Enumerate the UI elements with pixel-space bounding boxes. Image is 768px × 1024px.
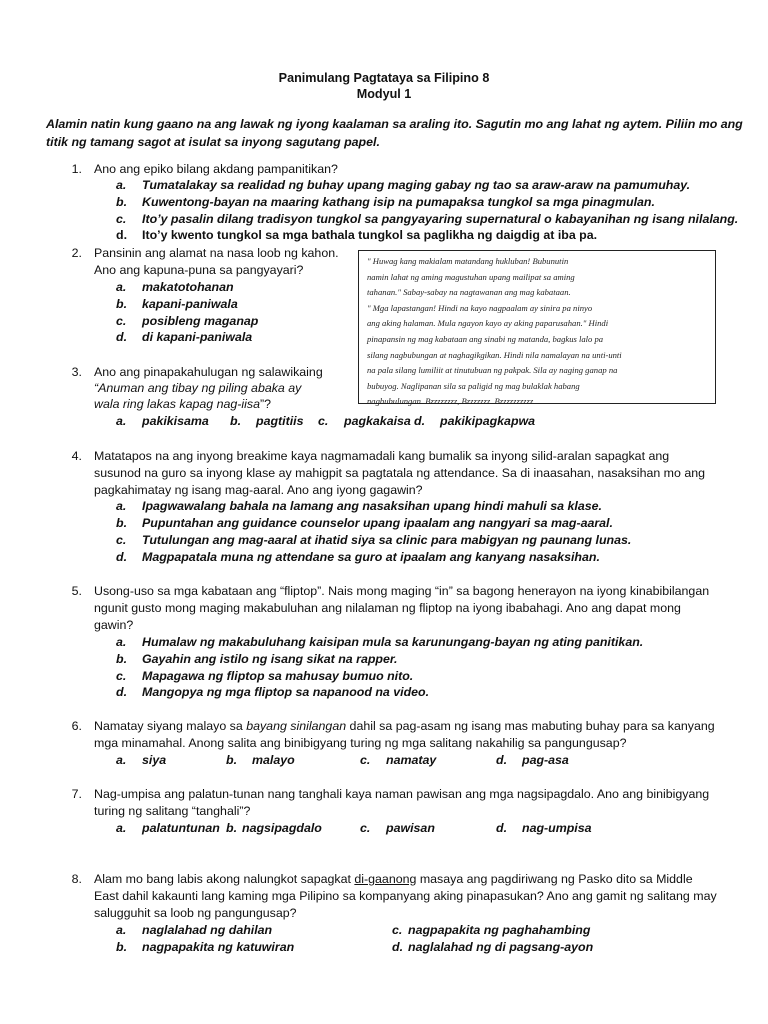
legend-text-box (358, 250, 716, 407)
question-text-line: pagkahimatay ng isang mag-aaral. Ano ang iyong gagawin? (94, 483, 423, 497)
option-a: a. naglalahad ng dahilan (116, 923, 273, 937)
option-b: b. Pupuntahan ang guidance counselor upang ipaalam ang nangyari sa mag-aaral. (116, 516, 613, 530)
question-text-line: salugguhit sa loob ng pangungusap? (94, 906, 297, 920)
option-d: d. di kapani-paniwala (116, 330, 253, 344)
question-number: 5. (71, 584, 82, 598)
question-text-line: Ano ang kapuna-puna sa pangyayari? (94, 263, 304, 277)
box-line: bubuyog. Naglipanan sila sa paligid ng mag bulaklak habang (367, 380, 580, 391)
question-text-line: Usong-uso sa mga kabataan ang “fliptop”. Nais mong maging “in” sa bagong henerayon na iyong kinabibilangan (94, 584, 710, 598)
box-line: " Mga lapastangan! Hindi na kayo nagpaalam ay sinira pa ninyo (367, 302, 593, 313)
option-a: a. siya (116, 753, 167, 767)
page-title: Panimulang Pagtataya sa Filipino 8 (278, 71, 490, 85)
option-d: d. pakikipagkapwa (414, 414, 536, 428)
option-b: b. nagpapakita ng katuwiran (116, 940, 295, 954)
question-number: 8. (71, 872, 82, 886)
page-subtitle: Modyul 1 (356, 87, 412, 101)
option-d: d. pag-asa (496, 753, 569, 767)
question-text-line: ngunit gusto mong maging makabuluhan ang nilalaman ng fliptop na iyong ibabahagi. Ano ang dapat mong (94, 601, 681, 615)
question-text-line: susunod na guro sa inyong klase ay mahigpit sa pagtatala ng attendance. Sa di inaasahan, nasaksihan mo ang (94, 466, 706, 480)
option-d: d. nag-umpisa (496, 821, 592, 835)
box-line: ang aking halaman. Mula ngayon kayo ay aking paparusahan." Hindi (367, 318, 609, 329)
option-c: c. pawisan (360, 821, 435, 835)
question-text-line: Nag-umpisa ang palatun-tunan nang tanghali kaya naman pawisan ang mga nagsipagdalo. Ano ang binibigyang (94, 787, 710, 801)
option-d: d. Magpapatala muna ng attendane sa guro at ipaalam ang kanyang nasaksihan. (116, 550, 600, 564)
option-c: c. nagpapakita ng paghahambing (392, 923, 591, 937)
question-number: 7. (71, 787, 82, 801)
question-text-line: turing ng salitang “tanghali”? (94, 804, 251, 818)
box-line: nagbubulungan. Bzzzzzzzz, Bzzzzzzz. Bzzzzzzzzzz (367, 396, 534, 407)
option-b: b. malayo (226, 753, 295, 767)
option-c: c. pagkakaisa (318, 414, 411, 428)
question-text-line: mga minamahal. Anong salita ang binibigyang turing ng mga salitang nakahilig sa pangungusap? (94, 736, 627, 750)
option-d: d. Ito’y kwento tungkol sa mga bathala tungkol sa paglikha ng daigdig at iba pa. (116, 228, 598, 242)
question-text-line: gawin? (94, 618, 134, 632)
option-c: c. namatay (360, 753, 437, 767)
option-a: a. palatuntunan (116, 821, 220, 835)
box-line: tahanan." Sabay-sabay na nagtawanan ang mag kabataan. (367, 287, 571, 298)
instructions: Alamin natin kung gaano na ang lawak ng iyong kaalaman sa araling ito. Sagutin mo ang lahat ng aytem. Piliin mo ang titik ng tamang sagot at isulat sa inyong sagutang papel. (46, 117, 743, 149)
underlined-word: di-gaanong (354, 872, 417, 886)
box-line: " Huwag kang makialam matandang hukluban! Bubunutin (367, 256, 569, 266)
option-b: b. Kuwentong-bayan na maaring kathang isip na pumapaksa tungkol sa mga pinagmulan. (116, 195, 655, 209)
question-number: 6. (71, 719, 82, 733)
question-number: 3. (71, 365, 82, 379)
box-line: pinapansin ng mag kabataan ang sinabi ng matanda, bagkus lalo pa (367, 333, 604, 344)
option-a: a. Tumatalakay sa realidad ng buhay upang maging gabay ng tao sa araw-araw na pamumuhay. (116, 178, 691, 192)
question-number: 2. (71, 246, 82, 260)
option-c: c. posibleng maganap (116, 314, 259, 328)
question-text-line: Namatay siyang malayo sa bayang sinilangan dahil sa pag-asam ng isang mas mabuting buhay para sa kanyang (94, 719, 715, 733)
italic-phrase: bayang sinilangan (246, 719, 347, 733)
option-c: c. Mapagawa ng fliptop sa mahusay bumuo nito. (116, 669, 414, 683)
option-b: b. kapani-paniwala (116, 297, 238, 311)
box-line: na pala silang lumiliit at tinutubuan ng pakpak. Sila ay naging ganap na (367, 365, 618, 376)
question-text-line: Ano ang pinapakahulugan ng salawikaing (94, 365, 323, 379)
question-number: 4. (71, 449, 82, 463)
option-a: a. Ipagwawalang bahala na lamang ang nasaksihan upang hindi mahuli sa klase. (116, 499, 602, 513)
option-c: c. Ito’y pasalin dilang tradisyon tungkol sa pangyayaring supernatural o kabayanihan ng isang nilalang. (116, 212, 739, 226)
question-text: Ano ang epiko bilang akdang pampanitikan? (94, 162, 338, 176)
question-text-line: Alam mo bang labis akong nalungkot sapagkat di-gaanong masaya ang pagdiriwang ng Pasko dito sa Middle (94, 872, 693, 886)
question-text-line: Pansinin ang alamat na nasa loob ng kahon. (94, 246, 339, 260)
option-d: d. naglalahad ng di pagsang-ayon (392, 940, 594, 954)
proverb-line: wala ring lakas kapag nag-iisa”? (94, 397, 272, 411)
box-line: silang nagbubungan at naghagikgikan. Hindi nila namalayan na unti-unti (367, 349, 622, 360)
proverb-line: “Anuman ang tibay ng piling abaka ay (94, 381, 302, 395)
question-text-line: East dahil kakaunti lang kaming mga Pilipino sa kompanyang aking pinapasukan? Ano ang gamit ng salitang may (94, 889, 717, 903)
option-a: a. pakikisama (116, 414, 209, 428)
option-d: d. Mangopya ng mga fliptop sa napanood na video. (116, 685, 430, 699)
option-a: a. makatotohanan (116, 280, 234, 294)
option-b: b. nagsipagdalo (226, 821, 322, 835)
box-line: namin lahat ng aming magustuhan upang mailipat sa aming (367, 271, 575, 282)
option-b: b. pagtitiis (230, 414, 304, 428)
option-b: b. Gayahin ang istilo ng isang sikat na rapper. (116, 652, 398, 666)
question-text-line: Matatapos na ang inyong breakime kaya nagmamadali kang bumalik sa inyong silid-aralan sapagkat ang (94, 449, 670, 463)
question-number: 1. (71, 162, 82, 176)
option-c: c. Tutulungan ang mag-aaral at ihatid siya sa clinic para mabigyan ng paunang lunas. (116, 533, 632, 547)
option-a: a. Humalaw ng makabuluhang kaisipan mula sa karunungang-bayan ng ating panitikan. (116, 635, 644, 649)
